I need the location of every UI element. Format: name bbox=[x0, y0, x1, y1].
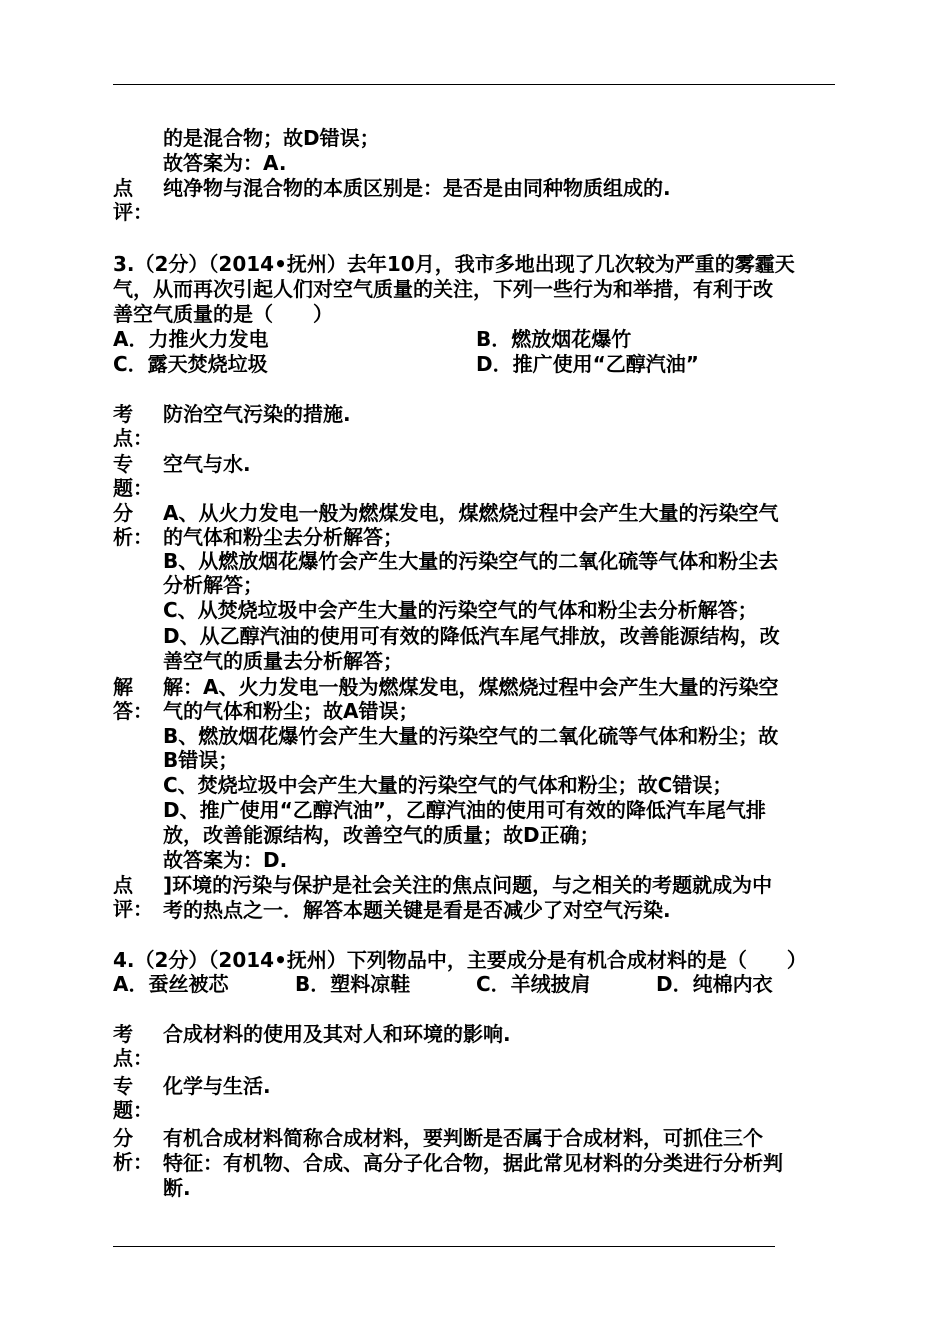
prev-dianping-text: 纯净物与混合物的本质区别是：是否是由同种物质组成的. bbox=[163, 176, 671, 200]
q3-fenxi-line-6: D、从乙醇汽油的使用可有效的降低汽车尾气排放，改善能源结构，改 bbox=[163, 624, 780, 648]
q4-option-c: C．羊绒披肩 bbox=[476, 972, 591, 996]
q3-dianping-line-2: 考的热点之一．解答本题关键是看是否减少了对空气污染. bbox=[163, 898, 671, 922]
prev-dianping-label: 点 评： bbox=[113, 176, 153, 224]
q3-zhuanti-text: 空气与水. bbox=[163, 452, 251, 476]
q3-kaodian-label: 考 点： bbox=[113, 402, 153, 450]
q3-stem-line-3: 善空气质量的是（ ） bbox=[113, 302, 333, 326]
q3-fenxi-line-3: B、从燃放烟花爆竹会产生大量的污染空气的二氧化硫等气体和粉尘去 bbox=[163, 549, 779, 573]
q3-zhuanti-label: 专 题： bbox=[113, 452, 153, 500]
q3-option-b: B．燃放烟花爆竹 bbox=[476, 327, 632, 351]
q4-stem: 4.（2分）（2014•抚州）下列物品中，主要成分是有机合成材料的是（ ） bbox=[113, 948, 807, 972]
q3-fenxi-line-7: 善空气的质量去分析解答； bbox=[163, 649, 403, 673]
q3-jieda-line-3: B、燃放烟花爆竹会产生大量的污染空气的二氧化硫等气体和粉尘；故 bbox=[163, 724, 779, 748]
q3-fenxi-line-1: A、从火力发电一般为燃煤发电，煤燃烧过程中会产生大量的污染空气 bbox=[163, 501, 779, 525]
q3-fenxi-label: 分 析： bbox=[113, 501, 153, 549]
q3-kaodian-text: 防治空气污染的措施. bbox=[163, 402, 351, 426]
q4-fenxi-label: 分 析： bbox=[113, 1126, 153, 1174]
q3-fenxi-line-4: 分析解答； bbox=[163, 573, 263, 597]
q4-option-d: D．纯棉内衣 bbox=[656, 972, 773, 996]
q4-fenxi-line-2: 特征：有机物、合成、高分子化合物，据此常见材料的分类进行分析判 bbox=[163, 1151, 783, 1175]
q4-option-b: B．塑料凉鞋 bbox=[295, 972, 411, 996]
q3-fenxi-line-2: 的气体和粉尘去分析解答； bbox=[163, 525, 403, 549]
q4-zhuanti-text: 化学与生活. bbox=[163, 1074, 271, 1098]
q3-jieda-line-7: 放，改善能源结构，改善空气的质量；故D正确； bbox=[163, 823, 600, 847]
q4-kaodian-label: 考 点： bbox=[113, 1022, 153, 1070]
q3-jieda-line-4: B错误； bbox=[163, 748, 239, 772]
q4-fenxi-line-3: 断. bbox=[163, 1176, 191, 1200]
q3-jieda-line-6: D、推广使用“乙醇汽油”，乙醇汽油的使用可有效的降低汽车尾气排 bbox=[163, 798, 766, 822]
q3-jieda-line-8: 故答案为：D. bbox=[163, 848, 288, 872]
q3-jieda-line-1: 解：A、火力发电一般为燃煤发电，煤燃烧过程中会产生大量的污染空 bbox=[163, 675, 779, 699]
q3-option-a: A．力推火力发电 bbox=[113, 327, 269, 351]
q3-jieda-line-5: C、焚烧垃圾中会产生大量的污染空气的气体和粉尘；故C错误； bbox=[163, 773, 733, 797]
q4-option-a: A．蚕丝被芯 bbox=[113, 972, 229, 996]
q3-dianping-label: 点 评： bbox=[113, 873, 153, 921]
q3-stem-line-1: 3.（2分）（2014•抚州）去年10月，我市多地出现了几次较为严重的雾霾天 bbox=[113, 252, 795, 276]
q3-option-c: C．露天焚烧垃圾 bbox=[113, 352, 268, 376]
q4-zhuanti-label: 专 题： bbox=[113, 1074, 153, 1122]
prev-line-2: 故答案为：A. bbox=[163, 151, 287, 175]
q4-fenxi-line-1: 有机合成材料简称合成材料，要判断是否属于合成材料，可抓住三个 bbox=[163, 1126, 763, 1150]
q3-jieda-line-2: 气的气体和粉尘；故A错误； bbox=[163, 699, 419, 723]
q3-fenxi-line-5: C、从焚烧垃圾中会产生大量的污染空气的气体和粉尘去分析解答； bbox=[163, 598, 758, 622]
q3-dianping-line-1: ]环境的污染与保护是社会关注的焦点问题，与之相关的考题就成为中 bbox=[163, 873, 773, 897]
prev-line-1: 的是混合物；故D错误； bbox=[163, 126, 380, 150]
footer-rule bbox=[113, 1246, 775, 1247]
header-rule bbox=[113, 84, 835, 85]
q4-kaodian-text: 合成材料的使用及其对人和环境的影响. bbox=[163, 1022, 511, 1046]
q3-option-d: D．推广使用“乙醇汽油” bbox=[476, 352, 699, 376]
q3-jieda-label: 解 答： bbox=[113, 675, 153, 723]
q3-stem-line-2: 气，从而再次引起人们对空气质量的关注，下列一些行为和举措，有利于改 bbox=[113, 277, 773, 301]
